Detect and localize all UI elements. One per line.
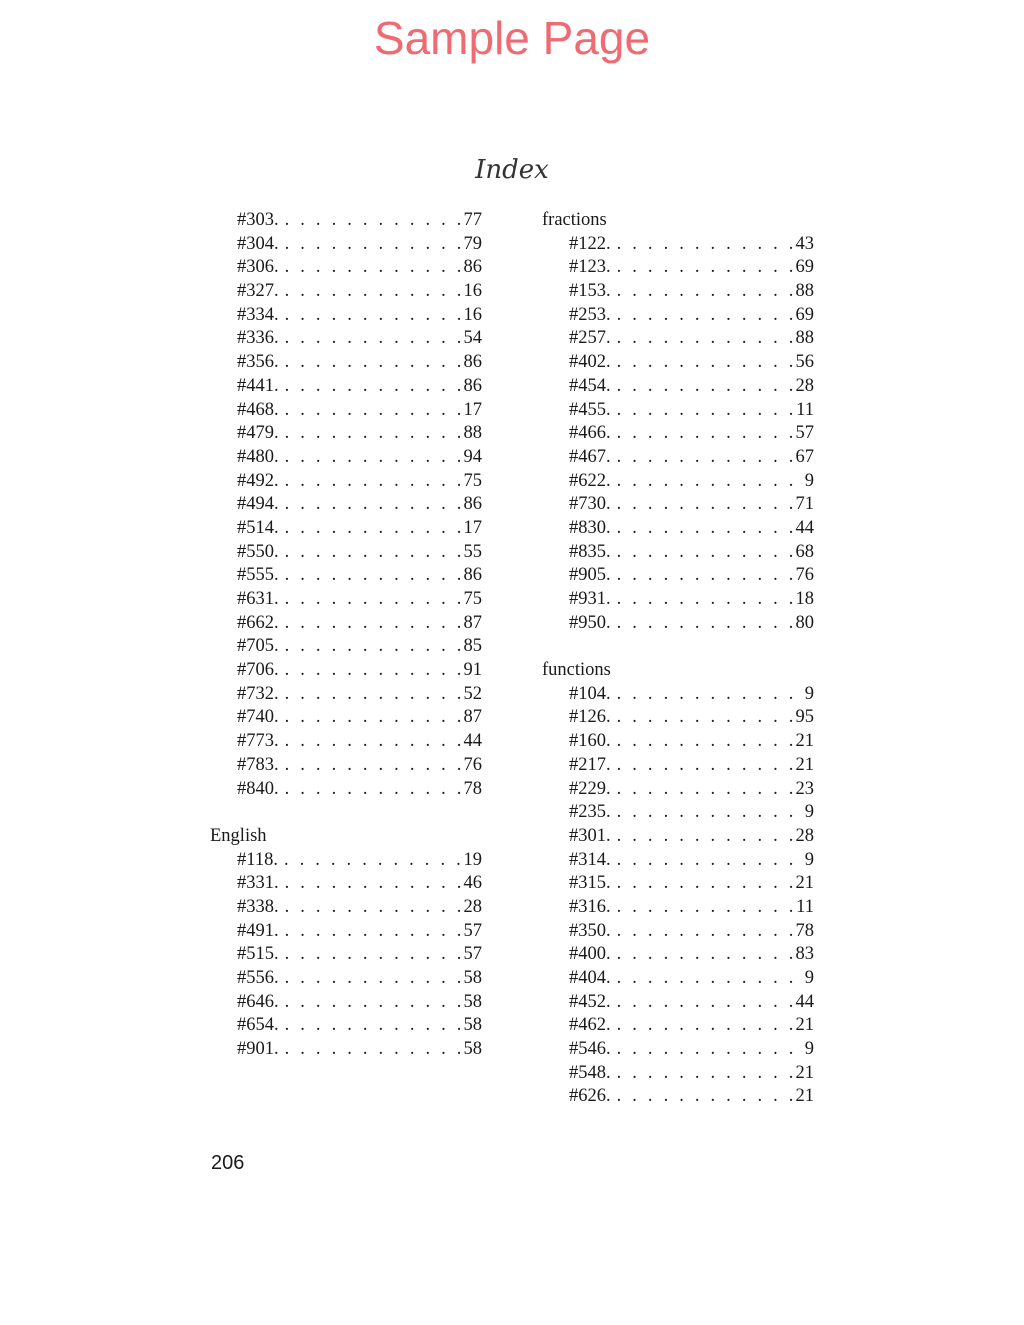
index-entry <box>542 1014 814 1038</box>
dot-leader <box>279 351 462 375</box>
entry-page-number: 75 <box>463 470 482 491</box>
entry-reference: #494. <box>237 494 279 515</box>
dot-leader <box>611 399 795 423</box>
entry-reference: #122. <box>569 233 611 254</box>
dot-leader <box>279 564 462 588</box>
index-entry <box>210 256 482 280</box>
dot-leader <box>611 541 794 565</box>
entry-page-number: 58 <box>463 1015 482 1036</box>
entry-page-number: 57 <box>795 423 814 444</box>
entry-page-number: 95 <box>795 707 814 728</box>
entry-page-number: 58 <box>463 1039 482 1060</box>
entry-reference: #217. <box>569 754 611 775</box>
entry-page-number: 69 <box>795 304 814 325</box>
index-entry <box>210 967 482 991</box>
entry-reference: #548. <box>569 1062 611 1083</box>
index-entry <box>542 825 814 849</box>
entry-reference: #229. <box>569 778 611 799</box>
dot-leader <box>611 612 794 636</box>
index-entry <box>542 612 814 636</box>
dot-leader <box>279 943 462 967</box>
entry-page-number: 16 <box>463 304 482 325</box>
dot-leader <box>279 967 462 991</box>
entry-page-number: 86 <box>463 352 482 373</box>
entry-page-number: 78 <box>463 778 482 799</box>
entry-page-number: 67 <box>795 446 814 467</box>
index-entry <box>542 327 814 351</box>
entry-reference: #773. <box>237 731 279 752</box>
dot-leader <box>279 683 462 707</box>
index-entry <box>542 351 814 375</box>
entry-page-number: 17 <box>463 517 482 538</box>
entry-reference: #235. <box>569 802 611 823</box>
entry-reference: #336. <box>237 328 279 349</box>
dot-leader <box>279 399 462 423</box>
index-entry <box>542 967 814 991</box>
index-entry <box>542 564 814 588</box>
entry-page-number: 69 <box>795 257 814 278</box>
entry-reference: #316. <box>569 896 611 917</box>
entry-reference: #400. <box>569 944 611 965</box>
dot-leader <box>279 920 462 944</box>
entry-page-number: 9 <box>804 683 814 704</box>
entry-reference: #783. <box>237 754 279 775</box>
entry-page-number: 76 <box>795 565 814 586</box>
entry-page-number: 75 <box>463 589 482 609</box>
entry-reference: #160. <box>569 731 611 752</box>
entry-reference: #462. <box>569 1015 611 1036</box>
dot-leader <box>279 470 462 494</box>
dot-leader <box>279 541 462 565</box>
index-entry <box>210 706 482 730</box>
index-entry <box>210 612 482 636</box>
dot-leader <box>611 778 794 802</box>
entry-page-number: 94 <box>463 446 482 467</box>
entry-reference: #950. <box>569 612 611 633</box>
entry-reference: #556. <box>237 968 279 988</box>
index-entry <box>210 493 482 517</box>
dot-leader <box>611 896 795 920</box>
dot-leader <box>279 635 462 659</box>
dot-leader <box>279 896 462 920</box>
dot-leader <box>279 327 462 351</box>
entry-reference: #730. <box>569 494 611 515</box>
entry-reference: #631. <box>237 589 279 609</box>
index-entry <box>210 233 482 257</box>
entry-reference: #314. <box>569 849 611 870</box>
entry-reference: #905. <box>569 565 611 586</box>
entry-reference: #350. <box>569 920 611 941</box>
dot-leader <box>279 706 462 730</box>
dot-leader <box>611 517 794 541</box>
entry-page-number: 87 <box>463 707 482 728</box>
entry-page-number: 44 <box>463 731 482 752</box>
entry-page-number: 18 <box>795 589 814 609</box>
entry-reference: #840. <box>237 778 279 799</box>
index-entry <box>542 399 814 423</box>
entry-page-number: 68 <box>795 541 814 562</box>
entry-page-number: 77 <box>463 210 482 230</box>
entry-page-number: 44 <box>795 517 814 538</box>
dot-leader <box>279 730 462 754</box>
dot-leader <box>611 991 794 1015</box>
index-entry <box>542 280 814 304</box>
dot-leader <box>611 256 794 280</box>
index-entry <box>542 801 814 825</box>
entry-reference: #662. <box>237 612 279 633</box>
index-entry <box>210 730 482 754</box>
index-entry <box>542 896 814 920</box>
entry-reference: #118. <box>237 849 278 870</box>
entry-page-number: 78 <box>795 920 814 941</box>
entry-page-number: 86 <box>463 257 482 278</box>
index-entry <box>542 991 814 1015</box>
index-entry <box>542 375 814 399</box>
index-group <box>210 825 482 1062</box>
entry-page-number: 58 <box>463 968 482 988</box>
entry-reference: #331. <box>237 873 279 894</box>
entry-reference: #356. <box>237 352 279 373</box>
dot-leader <box>611 446 794 470</box>
entry-page-number: 9 <box>804 470 814 491</box>
entry-page-number: 86 <box>463 494 482 515</box>
entry-reference: #830. <box>569 517 611 538</box>
entry-page-number: 86 <box>463 565 482 586</box>
entry-page-number: 16 <box>463 281 482 302</box>
entry-reference: #706. <box>237 660 279 681</box>
index-entry <box>210 304 482 328</box>
page-title: Index <box>475 155 549 185</box>
dot-leader <box>279 256 462 280</box>
dot-leader <box>279 209 462 233</box>
dot-leader <box>611 1038 803 1062</box>
dot-leader <box>611 825 794 849</box>
entry-page-number: 56 <box>795 352 814 373</box>
entry-reference: #306. <box>237 257 279 278</box>
dot-leader <box>611 351 794 375</box>
dot-leader <box>279 588 462 612</box>
dot-leader <box>279 991 462 1015</box>
index-entry <box>542 1062 814 1086</box>
index-entry <box>542 470 814 494</box>
entry-page-number: 28 <box>795 375 814 396</box>
dot-leader <box>279 754 462 778</box>
entry-page-number: 58 <box>463 991 482 1012</box>
index-entry <box>210 659 482 683</box>
dot-leader <box>611 470 803 494</box>
entry-page-number: 85 <box>463 636 482 657</box>
entry-page-number: 87 <box>463 612 482 633</box>
index-entry <box>542 493 814 517</box>
index-entry <box>210 943 482 967</box>
entry-reference: #327. <box>237 281 279 302</box>
entry-page-number: 28 <box>795 825 814 846</box>
index-entry <box>210 517 482 541</box>
index-entry <box>542 517 814 541</box>
entry-page-number: 88 <box>795 281 814 302</box>
index-entry <box>210 327 482 351</box>
entry-reference: #491. <box>237 920 279 941</box>
entry-page-number: 57 <box>463 920 482 941</box>
entry-reference: #468. <box>237 399 279 420</box>
dot-leader <box>279 1038 462 1062</box>
entry-reference: #732. <box>237 683 279 704</box>
index-entry <box>210 896 482 920</box>
index-entry <box>210 564 482 588</box>
dot-leader <box>279 659 462 683</box>
dot-leader <box>279 280 462 304</box>
entry-reference: #546. <box>569 1039 611 1060</box>
index-entry <box>210 280 482 304</box>
dot-leader <box>611 1085 794 1109</box>
dot-leader <box>279 517 462 541</box>
dot-leader <box>611 730 794 754</box>
dot-leader <box>611 683 803 707</box>
sample-page-watermark: Sample Page <box>373 12 651 64</box>
dot-leader <box>611 801 803 825</box>
dot-leader <box>611 564 794 588</box>
entry-reference: #123. <box>569 257 611 278</box>
dot-leader <box>279 778 462 802</box>
entry-page-number: 21 <box>795 1086 814 1107</box>
dot-leader <box>611 706 794 730</box>
entry-page-number: 79 <box>463 233 482 254</box>
index-entry <box>542 943 814 967</box>
entry-reference: #514. <box>237 517 279 538</box>
entry-page-number: 55 <box>463 541 482 562</box>
entry-page-number: 57 <box>463 944 482 965</box>
dot-leader <box>611 375 794 399</box>
entry-page-number: 21 <box>795 873 814 894</box>
entry-reference: #901. <box>237 1039 279 1060</box>
dot-leader <box>279 872 462 896</box>
dot-leader <box>611 588 794 612</box>
entry-page-number: 9 <box>804 1039 814 1060</box>
dot-leader <box>611 280 794 304</box>
index-heading: fractions <box>542 210 607 230</box>
dot-leader <box>611 493 794 517</box>
dot-leader <box>611 304 794 328</box>
index-entry <box>210 635 482 659</box>
entry-page-number: 11 <box>796 896 814 917</box>
index-entry <box>210 1014 482 1038</box>
index-entry <box>542 683 814 707</box>
entry-page-number: 43 <box>795 233 814 254</box>
entry-page-number: 76 <box>463 754 482 775</box>
entry-reference: #454. <box>569 375 611 396</box>
entry-reference: #257. <box>569 328 611 349</box>
entry-reference: #480. <box>237 446 279 467</box>
index-column-left <box>210 209 482 1062</box>
entry-reference: #466. <box>569 423 611 444</box>
dot-leader <box>279 375 462 399</box>
entry-reference: #646. <box>237 991 279 1012</box>
index-group <box>542 209 814 635</box>
entry-reference: #126. <box>569 707 611 728</box>
index-entry <box>542 304 814 328</box>
entry-reference: #515. <box>237 944 279 965</box>
entry-page-number: 21 <box>795 731 814 752</box>
entry-page-number: 21 <box>795 1062 814 1083</box>
index-entry <box>542 754 814 778</box>
dot-leader <box>611 754 794 778</box>
index-heading: functions <box>542 660 611 681</box>
page-number: 206 <box>211 1152 245 1174</box>
entry-reference: #253. <box>569 304 611 325</box>
entry-page-number: 52 <box>463 683 482 704</box>
dot-leader <box>279 422 462 446</box>
entry-reference: #301. <box>569 825 611 846</box>
entry-page-number: 83 <box>795 944 814 965</box>
entry-page-number: 80 <box>795 612 814 633</box>
index-entry <box>210 422 482 446</box>
entry-page-number: 88 <box>463 423 482 444</box>
entry-page-number: 9 <box>804 968 814 988</box>
dot-leader <box>279 233 462 257</box>
dot-leader <box>279 612 462 636</box>
entry-reference: #404. <box>569 968 611 988</box>
entry-page-number: 91 <box>463 660 482 681</box>
entry-page-number: 46 <box>463 873 482 894</box>
entry-reference: #334. <box>237 304 279 325</box>
entry-reference: #338. <box>237 896 279 917</box>
dot-leader <box>611 1014 794 1038</box>
index-entry <box>542 706 814 730</box>
dot-leader <box>278 849 462 873</box>
index-entry <box>210 778 482 802</box>
index-entry <box>210 1038 482 1062</box>
dot-leader <box>611 849 803 873</box>
entry-reference: #835. <box>569 541 611 562</box>
entry-reference: #452. <box>569 991 611 1012</box>
entry-page-number: 71 <box>795 494 814 515</box>
entry-reference: #479. <box>237 423 279 444</box>
entry-page-number: 28 <box>463 896 482 917</box>
entry-reference: #705. <box>237 636 279 657</box>
index-entry <box>210 470 482 494</box>
entry-reference: #441. <box>237 375 279 396</box>
index-entry <box>542 588 814 612</box>
index-heading: English <box>210 825 267 846</box>
entry-page-number: 11 <box>796 399 814 420</box>
dot-leader <box>279 446 462 470</box>
entry-reference: #455. <box>569 399 611 420</box>
index-entry <box>542 256 814 280</box>
index-group <box>542 659 814 1109</box>
entry-page-number: 21 <box>795 1015 814 1036</box>
dot-leader <box>279 1014 462 1038</box>
entry-page-number: 54 <box>463 328 482 349</box>
dot-leader <box>611 872 794 896</box>
entry-page-number: 44 <box>795 991 814 1012</box>
index-entry <box>210 209 482 233</box>
entry-reference: #654. <box>237 1015 279 1036</box>
index-entry <box>542 872 814 896</box>
dot-leader <box>611 967 803 991</box>
dot-leader <box>611 943 794 967</box>
dot-leader <box>611 327 794 351</box>
dot-leader <box>611 233 794 257</box>
dot-leader <box>279 493 462 517</box>
index-entry <box>542 233 814 257</box>
index-entry <box>542 1038 814 1062</box>
entry-reference: #304. <box>237 233 279 254</box>
index-entry <box>210 375 482 399</box>
index-entry <box>210 849 482 873</box>
index-entry <box>542 541 814 565</box>
entry-reference: #402. <box>569 352 611 373</box>
index-entry <box>542 778 814 802</box>
dot-leader <box>611 920 794 944</box>
entry-page-number: 9 <box>804 802 814 823</box>
entry-reference: #104. <box>569 683 611 704</box>
index-entry <box>210 683 482 707</box>
index-entry <box>210 446 482 470</box>
index-entry <box>210 399 482 423</box>
entry-page-number: 88 <box>795 328 814 349</box>
entry-reference: #550. <box>237 541 279 562</box>
index-entry <box>542 1085 814 1109</box>
index-entry <box>210 872 482 896</box>
entry-page-number: 23 <box>795 778 814 799</box>
entry-reference: #153. <box>569 281 611 302</box>
index-entry <box>542 422 814 446</box>
index-group <box>210 209 482 801</box>
entry-page-number: 21 <box>795 754 814 775</box>
index-entry <box>210 920 482 944</box>
entry-reference: #626. <box>569 1086 611 1107</box>
entry-reference: #467. <box>569 446 611 467</box>
entry-reference: #555. <box>237 565 279 586</box>
entry-reference: #303. <box>237 210 279 230</box>
index-column-right <box>542 209 814 1109</box>
dot-leader <box>611 1062 794 1086</box>
index-entry <box>210 754 482 778</box>
index-entry <box>542 446 814 470</box>
entry-reference: #931. <box>569 589 611 609</box>
index-entry <box>210 588 482 612</box>
entry-page-number: 19 <box>463 849 482 870</box>
entry-reference: #492. <box>237 470 279 491</box>
entry-page-number: 86 <box>463 375 482 396</box>
index-entry <box>542 849 814 873</box>
dot-leader <box>611 422 794 446</box>
entry-reference: #740. <box>237 707 279 728</box>
index-entry <box>210 351 482 375</box>
entry-page-number: 17 <box>463 399 482 420</box>
index-entry <box>210 991 482 1015</box>
index-entry <box>542 730 814 754</box>
entry-page-number: 9 <box>804 849 814 870</box>
index-entry <box>210 541 482 565</box>
index-entry <box>542 920 814 944</box>
entry-reference: #622. <box>569 470 611 491</box>
dot-leader <box>279 304 462 328</box>
entry-reference: #315. <box>569 873 611 894</box>
